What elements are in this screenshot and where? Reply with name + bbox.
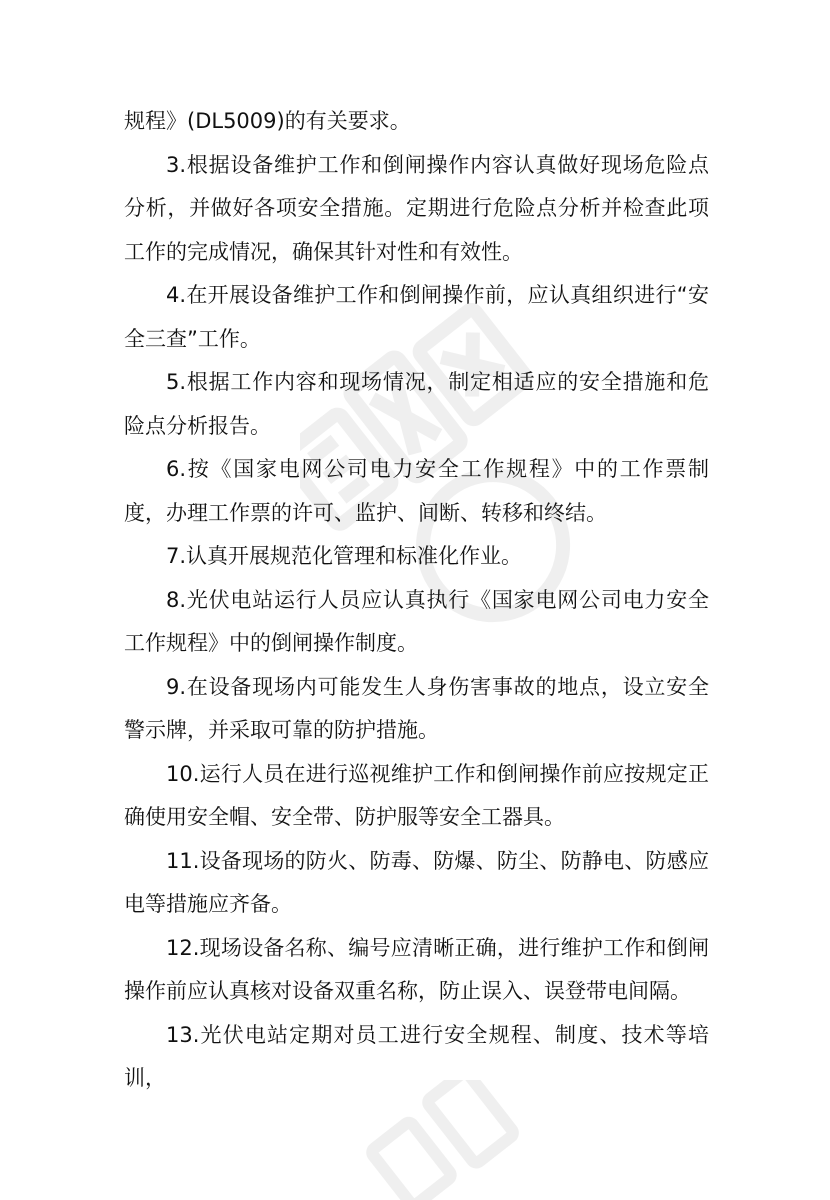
paragraph: 11.设备现场的防火、防毒、防爆、防尘、防静电、防感应电等措施应齐备。 <box>124 848 709 916</box>
paragraph: 9.在设备现场内可能发生人身伤害事故的地点，设立安全警示牌，并采取可靠的防护措施。 <box>124 674 709 742</box>
paragraph: 13.光伏电站定期对员工进行安全规程、制度、技术等培训， <box>124 1022 709 1090</box>
paragraph: 7.认真开展规范化管理和标准化作业。 <box>166 544 523 568</box>
paragraph: 12.现场设备名称、编号应清晰正确，进行维护工作和倒闸操作前应认真核对设备双重名称，防止误入、误登带电间隔。 <box>124 935 709 1003</box>
paragraph: 5.根据工作内容和现场情况，制定相适应的安全措施和危险点分析报告。 <box>124 370 709 438</box>
paragraph: 8.光伏电站运行人员应认真执行《国家电网公司电力安全工作规程》中的倒闸操作制度。 <box>124 587 709 655</box>
paragraph: 4.在开展设备维护工作和倒闸操作前，应认真组织进行“安全三查”工作。 <box>124 283 709 351</box>
paragraph: 3.根据设备维护工作和倒闸操作内容认真做好现场危险点分析，并做好各项安全措施。定期进行危险点分析并检查此项工作的完成情况，确保其针对性和有效性。 <box>124 152 709 264</box>
paragraph: 6.按《国家电网公司电力安全工作规程》中的工作票制度，办理工作票的许可、监护、间断、转移和终结。 <box>124 457 709 525</box>
paragraph: 规程》(DL5009)的有关要求。 <box>124 109 411 133</box>
paragraph: 10.运行人员在进行巡视维护工作和倒闸操作前应按规定正确使用安全帽、安全带、防护服等安全工器具。 <box>124 761 709 829</box>
body-text <box>124 100 709 1101</box>
